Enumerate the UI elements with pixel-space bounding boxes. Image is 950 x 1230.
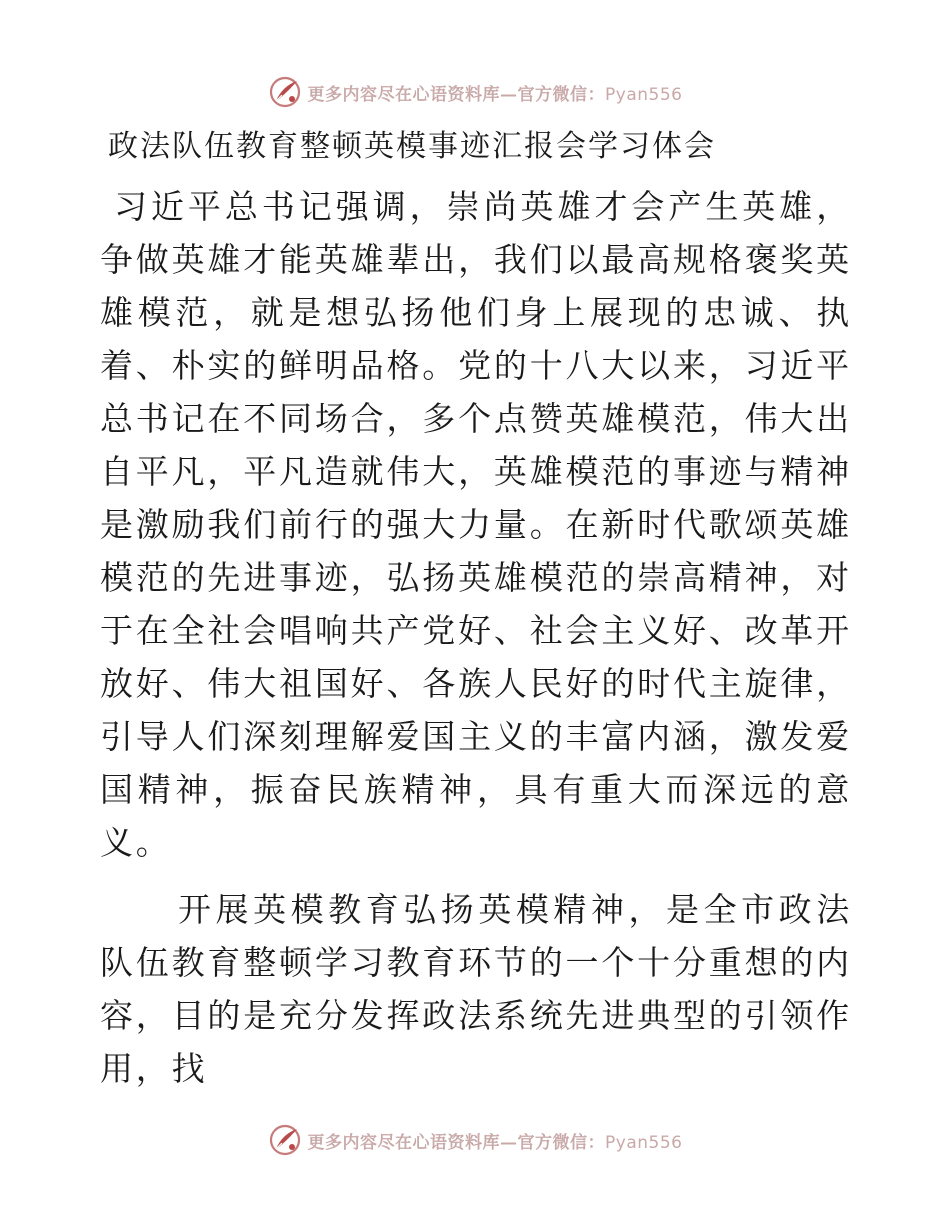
watermark-text: 更多内容尽在心语资料库—官方微信：Pyan556: [307, 84, 683, 105]
paragraph: 开展英模教育弘扬英模精神，是全市政法队伍教育整顿学习教育环节的一个十分重想的内容，目的是充分发挥政法系统先进典型的引领作用，找: [100, 890, 852, 1088]
document-title: 政法队伍教育整顿英模事迹汇报会学习体会: [108, 129, 716, 164]
document-body: [100, 180, 852, 1095]
feather-pen-logo-icon: [268, 75, 302, 109]
watermark-header: [0, 72, 950, 112]
feather-pen-logo-icon: [268, 1123, 302, 1157]
watermark-text: 更多内容尽在心语资料库—官方微信：Pyan556: [307, 1132, 683, 1153]
watermark-footer: [0, 1120, 950, 1160]
paragraph: 习近平总书记强调，崇尚英雄才会产生英雄，争做英雄才能英雄辈出，我们以最高规格褒奖英雄模范，就是想弘扬他们身上展现的忠诚、执着、朴实的鲜明品格。党的十八大以来，习近平总书记在不同场合，多个点赞英雄模范，伟大出自平凡，平凡造就伟大，英雄模范的事迹与精神是激励我们前行的强大力量。在新时代歌颂英雄模范的先进事迹，弘扬英雄模范的崇高精神，对于在全社会唱响共产党好、社会主义好、改革开放好、伟大祖国好、各族人民好的时代主旋律，引导人们深刻理解爱国主义的丰富内涵，激发爱国精神，振奋民族精神，具有重大而深远的意义。: [100, 187, 852, 862]
